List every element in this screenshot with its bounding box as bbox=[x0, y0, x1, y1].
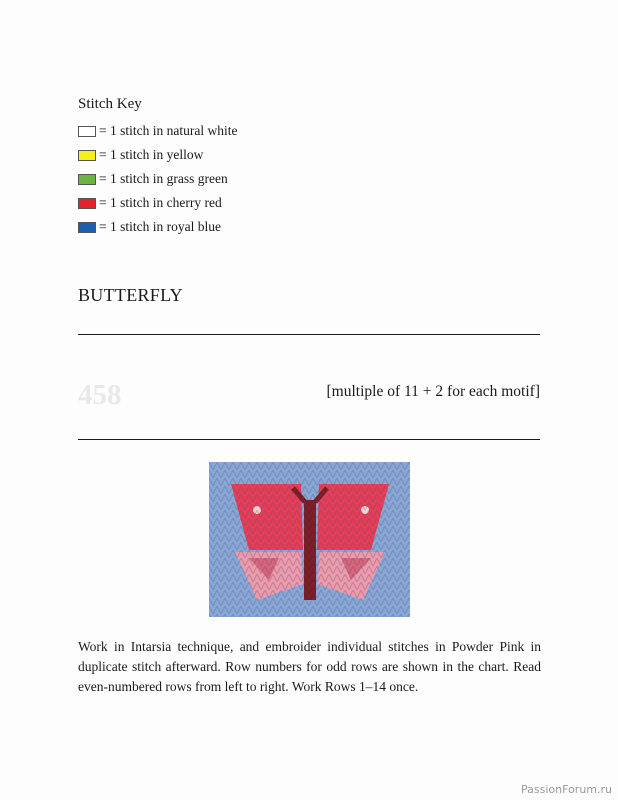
butterfly-knit-image bbox=[209, 462, 410, 617]
watermark: PassionForum.ru bbox=[521, 783, 612, 796]
swatch-red-icon bbox=[78, 198, 96, 209]
divider-bottom bbox=[78, 439, 540, 440]
pattern-number: 458 bbox=[78, 379, 122, 411]
key-item-natural-white bbox=[78, 123, 237, 139]
butterfly-knit-photo bbox=[209, 462, 410, 617]
pattern-instructions: Work in Intarsia technique, and embroider individual stitches in Powder Pink in duplicate stitch afterward. Row numbers for odd rows are shown in the chart. Read even-numbered rows from left to right. Work Rows 1–14 once. bbox=[78, 639, 541, 694]
swatch-white-icon bbox=[78, 126, 96, 137]
divider-top bbox=[78, 334, 540, 335]
swatch-blue-icon bbox=[78, 222, 96, 233]
pattern-multiple: [multiple of 11 + 2 for each motif] bbox=[326, 383, 540, 400]
key-item-label: = 1 stitch in natural white bbox=[99, 123, 238, 138]
key-item-yellow bbox=[78, 147, 203, 163]
swatch-green-icon bbox=[78, 174, 96, 185]
key-item-label: = 1 stitch in cherry red bbox=[99, 195, 222, 210]
section-title: BUTTERFLY bbox=[78, 285, 183, 305]
key-item-label: = 1 stitch in royal blue bbox=[99, 219, 221, 234]
swatch-yellow-icon bbox=[78, 150, 96, 161]
key-item-cherry-red bbox=[78, 195, 222, 211]
key-item-grass-green bbox=[78, 171, 228, 187]
key-item-label: = 1 stitch in grass green bbox=[99, 171, 228, 186]
key-item-royal-blue bbox=[78, 219, 221, 235]
stitch-key-title: Stitch Key bbox=[78, 96, 142, 112]
key-item-label: = 1 stitch in yellow bbox=[99, 147, 204, 162]
